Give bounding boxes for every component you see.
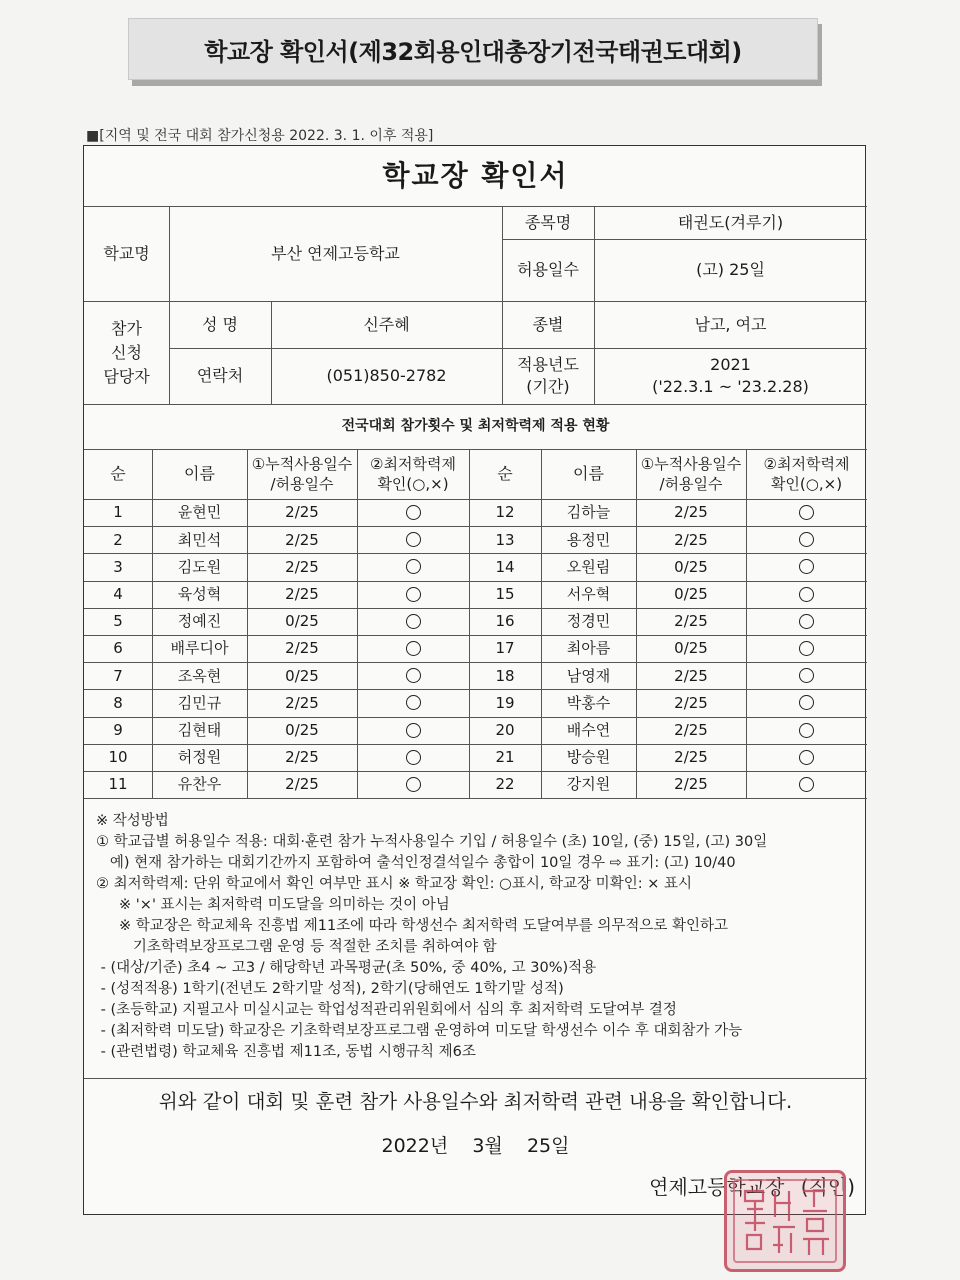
contact-label: 연락처 bbox=[196, 366, 244, 386]
row-days: 0/25 bbox=[674, 557, 708, 576]
row-seq: 18 bbox=[495, 666, 515, 685]
applicability-note: ■[지역 및 전국 대회 참가신청용 2022. 3. 1. 이후 적용] bbox=[86, 128, 434, 144]
col-seq-header: 순 bbox=[110, 464, 126, 484]
circle-mark-icon bbox=[406, 777, 421, 792]
row-days: 2/25 bbox=[674, 721, 708, 740]
instruction-line: ※ 학교장은 학교체육 진흥법 제11조에 따라 학생선수 최저학력 도달여부를 의무적으로 확인하고 bbox=[96, 918, 728, 934]
manager-name-label: 성 명 bbox=[202, 314, 238, 334]
col-name-header-right: 이름 bbox=[573, 464, 604, 484]
row-seq: 4 bbox=[113, 585, 123, 604]
row-seq: 17 bbox=[495, 639, 515, 658]
row-days: 2/25 bbox=[674, 693, 708, 712]
document-banner-title: 학교장 확인서(제32회용인대총장기전국태권도대회) bbox=[128, 18, 818, 80]
instruction-line: 예) 현재 참가하는 대회기간까지 포함하여 출석인정결석일수 총합이 10일 경우 ⇨ 표기: (고) 10/40 bbox=[96, 855, 736, 871]
row-seq: 13 bbox=[495, 530, 515, 549]
row-name: 김현태 bbox=[177, 721, 222, 740]
circle-mark-icon bbox=[799, 505, 814, 520]
row-days: 0/25 bbox=[285, 721, 319, 740]
row-academic-check bbox=[357, 608, 469, 635]
section-title: 전국대회 참가횟수 및 최저학력제 적용 현황 bbox=[341, 418, 610, 435]
row-seq: 6 bbox=[113, 639, 123, 658]
col-name-header: 이름 bbox=[184, 464, 215, 484]
row-days: 0/25 bbox=[674, 585, 708, 604]
school-name-label: 학교명 bbox=[103, 243, 150, 263]
confirmation-date: 2022년 3월 25일 bbox=[381, 1135, 570, 1157]
row-name: 서우혁 bbox=[566, 585, 611, 604]
row-days: 2/25 bbox=[674, 748, 708, 767]
circle-mark-icon bbox=[799, 614, 814, 629]
row-academic-check bbox=[746, 662, 867, 689]
row-academic-check bbox=[746, 499, 867, 526]
instruction-line: - (관련법령) 학교체육 진흥법 제11조, 동법 시행규칙 제6조 bbox=[96, 1044, 476, 1060]
confirmation-statement: 위와 같이 대회 및 훈련 참가 사용일수와 최저학력 관련 내용을 확인합니다. bbox=[158, 1090, 793, 1113]
instruction-line: ① 학교급별 허용일수 적용: 대회·훈련 참가 누적사용일수 기입 / 허용일수 (초) 10일, (중) 15일, (고) 30일 bbox=[96, 834, 768, 850]
circle-mark-icon bbox=[406, 532, 421, 547]
row-academic-check bbox=[357, 499, 469, 526]
circle-mark-icon bbox=[799, 723, 814, 738]
row-academic-check bbox=[357, 771, 469, 798]
row-name: 박홍수 bbox=[566, 693, 611, 712]
instruction-line: ※ 작성방법 bbox=[96, 813, 169, 829]
row-name: 허정원 bbox=[177, 748, 222, 767]
circle-mark-icon bbox=[799, 532, 814, 547]
row-name: 김도원 bbox=[177, 557, 222, 576]
col-days-header-right: ①누적사용일수 /허용일수 bbox=[640, 454, 742, 493]
circle-mark-icon bbox=[406, 641, 421, 656]
year-label: 적용년도 (기간) bbox=[517, 355, 579, 396]
row-seq: 5 bbox=[113, 612, 123, 631]
circle-mark-icon bbox=[406, 695, 421, 710]
row-academic-check bbox=[746, 744, 867, 771]
circle-mark-icon bbox=[799, 750, 814, 765]
row-days: 2/25 bbox=[285, 639, 319, 658]
col-days-header: ①누적사용일수 /허용일수 bbox=[251, 454, 353, 493]
instruction-line: - (초등학교) 지필고사 미실시교는 학업성적관리위원회에서 심의 후 최저학력 도달여부 결정 bbox=[96, 1002, 677, 1018]
circle-mark-icon bbox=[406, 723, 421, 738]
circle-mark-icon bbox=[799, 587, 814, 602]
row-name: 강지원 bbox=[566, 775, 611, 794]
circle-mark-icon bbox=[799, 695, 814, 710]
row-academic-check bbox=[357, 553, 469, 580]
row-seq: 20 bbox=[495, 721, 515, 740]
row-academic-check bbox=[746, 553, 867, 580]
instruction-line: ※ '×' 표시는 최저학력 미도달을 의미하는 것이 아님 bbox=[96, 897, 450, 913]
circle-mark-icon bbox=[799, 559, 814, 574]
row-days: 2/25 bbox=[674, 666, 708, 685]
row-academic-check bbox=[746, 581, 867, 608]
row-name: 방승원 bbox=[566, 748, 611, 767]
signer-name: 연제고등학교장 bbox=[649, 1175, 785, 1199]
row-seq: 19 bbox=[495, 693, 515, 712]
row-days: 2/25 bbox=[674, 503, 708, 522]
row-name: 정경민 bbox=[566, 612, 611, 631]
row-days: 2/25 bbox=[285, 585, 319, 604]
row-days: 0/25 bbox=[285, 612, 319, 631]
row-seq: 16 bbox=[495, 612, 515, 631]
row-seq: 22 bbox=[495, 775, 515, 794]
official-seal-stamp bbox=[724, 1170, 846, 1272]
row-name: 유찬우 bbox=[177, 775, 222, 794]
row-seq: 14 bbox=[495, 557, 515, 576]
circle-mark-icon bbox=[406, 614, 421, 629]
col-academic-header: ②최저학력제 확인(○,×) bbox=[370, 454, 456, 493]
instruction-line: ② 최저학력제: 단위 학교에서 확인 여부만 표시 ※ 학교장 확인: ○표시, 학교장 미확인: × 표시 bbox=[96, 876, 692, 892]
category-value: 남고, 여고 bbox=[694, 314, 767, 334]
row-academic-check bbox=[746, 608, 867, 635]
event-value: 태권도(겨루기) bbox=[677, 212, 784, 232]
row-name: 조옥현 bbox=[177, 666, 222, 685]
row-seq: 3 bbox=[113, 557, 123, 576]
event-label: 종목명 bbox=[524, 212, 572, 232]
year-value: 2021 bbox=[710, 355, 751, 375]
col-academic-header-right: ②최저학력제 확인(○,×) bbox=[763, 454, 850, 493]
row-name: 정예진 bbox=[177, 612, 222, 631]
row-name: 배루디아 bbox=[170, 639, 229, 658]
row-academic-check bbox=[746, 526, 867, 553]
row-name: 최아름 bbox=[566, 639, 611, 658]
row-name: 윤현민 bbox=[177, 503, 222, 522]
row-academic-check bbox=[357, 662, 469, 689]
row-seq: 8 bbox=[113, 693, 123, 712]
row-academic-check bbox=[357, 744, 469, 771]
form-title: 학교장 확인서 bbox=[382, 159, 569, 193]
circle-mark-icon bbox=[406, 587, 421, 602]
allowed-days-label: 허용일수 bbox=[517, 260, 579, 280]
instruction-line: - (대상/기준) 초4 ~ 고3 / 해당학년 과목평균(초 50%, 중 40%, 고 30%)적용 bbox=[96, 960, 597, 976]
row-name: 김하늘 bbox=[566, 503, 611, 522]
row-days: 2/25 bbox=[285, 693, 319, 712]
circle-mark-icon bbox=[406, 505, 421, 520]
row-seq: 10 bbox=[108, 748, 128, 767]
row-seq: 2 bbox=[113, 530, 123, 549]
circle-mark-icon bbox=[406, 668, 421, 683]
row-days: 0/25 bbox=[674, 639, 708, 658]
row-name: 김민규 bbox=[177, 693, 222, 712]
category-label: 종별 bbox=[532, 314, 564, 334]
row-days: 2/25 bbox=[285, 748, 319, 767]
row-academic-check bbox=[357, 526, 469, 553]
row-seq: 9 bbox=[113, 721, 123, 740]
row-days: 2/25 bbox=[285, 503, 319, 522]
row-seq: 21 bbox=[495, 748, 515, 767]
row-name: 배수연 bbox=[566, 721, 611, 740]
row-academic-check bbox=[357, 635, 469, 662]
year-value-cell bbox=[594, 348, 867, 404]
row-name: 용정민 bbox=[566, 530, 611, 549]
row-days: 2/25 bbox=[674, 612, 708, 631]
instruction-line: - (성적적용) 1학기(전년도 2학기말 성적), 2학기(당해연도 1학기말 성적) bbox=[96, 981, 564, 997]
row-days: 2/25 bbox=[285, 530, 319, 549]
row-seq: 1 bbox=[113, 503, 123, 522]
row-seq: 7 bbox=[113, 666, 123, 685]
instruction-line: 기초학력보장프로그램 운영 등 적절한 조치를 취하여야 함 bbox=[96, 939, 497, 955]
row-academic-check bbox=[746, 635, 867, 662]
row-academic-check bbox=[746, 689, 867, 716]
row-academic-check bbox=[357, 689, 469, 716]
row-seq: 15 bbox=[495, 585, 515, 604]
row-seq: 11 bbox=[108, 775, 128, 794]
row-days: 2/25 bbox=[674, 530, 708, 549]
row-days: 2/25 bbox=[674, 775, 708, 794]
row-name: 오원림 bbox=[566, 557, 611, 576]
row-academic-check bbox=[357, 717, 469, 744]
circle-mark-icon bbox=[799, 777, 814, 792]
row-name: 육성혁 bbox=[177, 585, 222, 604]
row-academic-check bbox=[746, 717, 867, 744]
circle-mark-icon bbox=[406, 750, 421, 765]
row-days: 2/25 bbox=[285, 557, 319, 576]
circle-mark-icon bbox=[799, 668, 814, 683]
row-days: 0/25 bbox=[285, 666, 319, 685]
allowed-days-value: (고) 25일 bbox=[696, 260, 765, 280]
confirmation-form bbox=[83, 145, 866, 1215]
row-seq: 12 bbox=[495, 503, 515, 522]
instructions-block bbox=[96, 811, 861, 1063]
seal-note: (직인) bbox=[800, 1175, 855, 1199]
circle-mark-icon bbox=[799, 641, 814, 656]
circle-mark-icon bbox=[406, 559, 421, 574]
row-name: 최민석 bbox=[177, 530, 222, 549]
contact-value: (051)850-2782 bbox=[326, 366, 447, 386]
row-academic-check bbox=[746, 771, 867, 798]
manager-name-value: 신주혜 bbox=[363, 314, 410, 334]
manager-label: 참가 신청 담당자 bbox=[103, 318, 150, 386]
row-days: 2/25 bbox=[285, 775, 319, 794]
row-academic-check bbox=[357, 581, 469, 608]
instruction-line: - (최저학력 미도달) 학교장은 기초학력보장프로그램 운영하여 미도달 학생선수 이수 후 대회참가 가능 bbox=[96, 1023, 743, 1039]
col-seq-header-right: 순 bbox=[497, 464, 513, 484]
row-name: 남영재 bbox=[566, 666, 611, 685]
school-name-value: 부산 연제고등학교 bbox=[271, 243, 400, 263]
period-value: ('22.3.1 ~ '23.2.28) bbox=[652, 377, 809, 396]
